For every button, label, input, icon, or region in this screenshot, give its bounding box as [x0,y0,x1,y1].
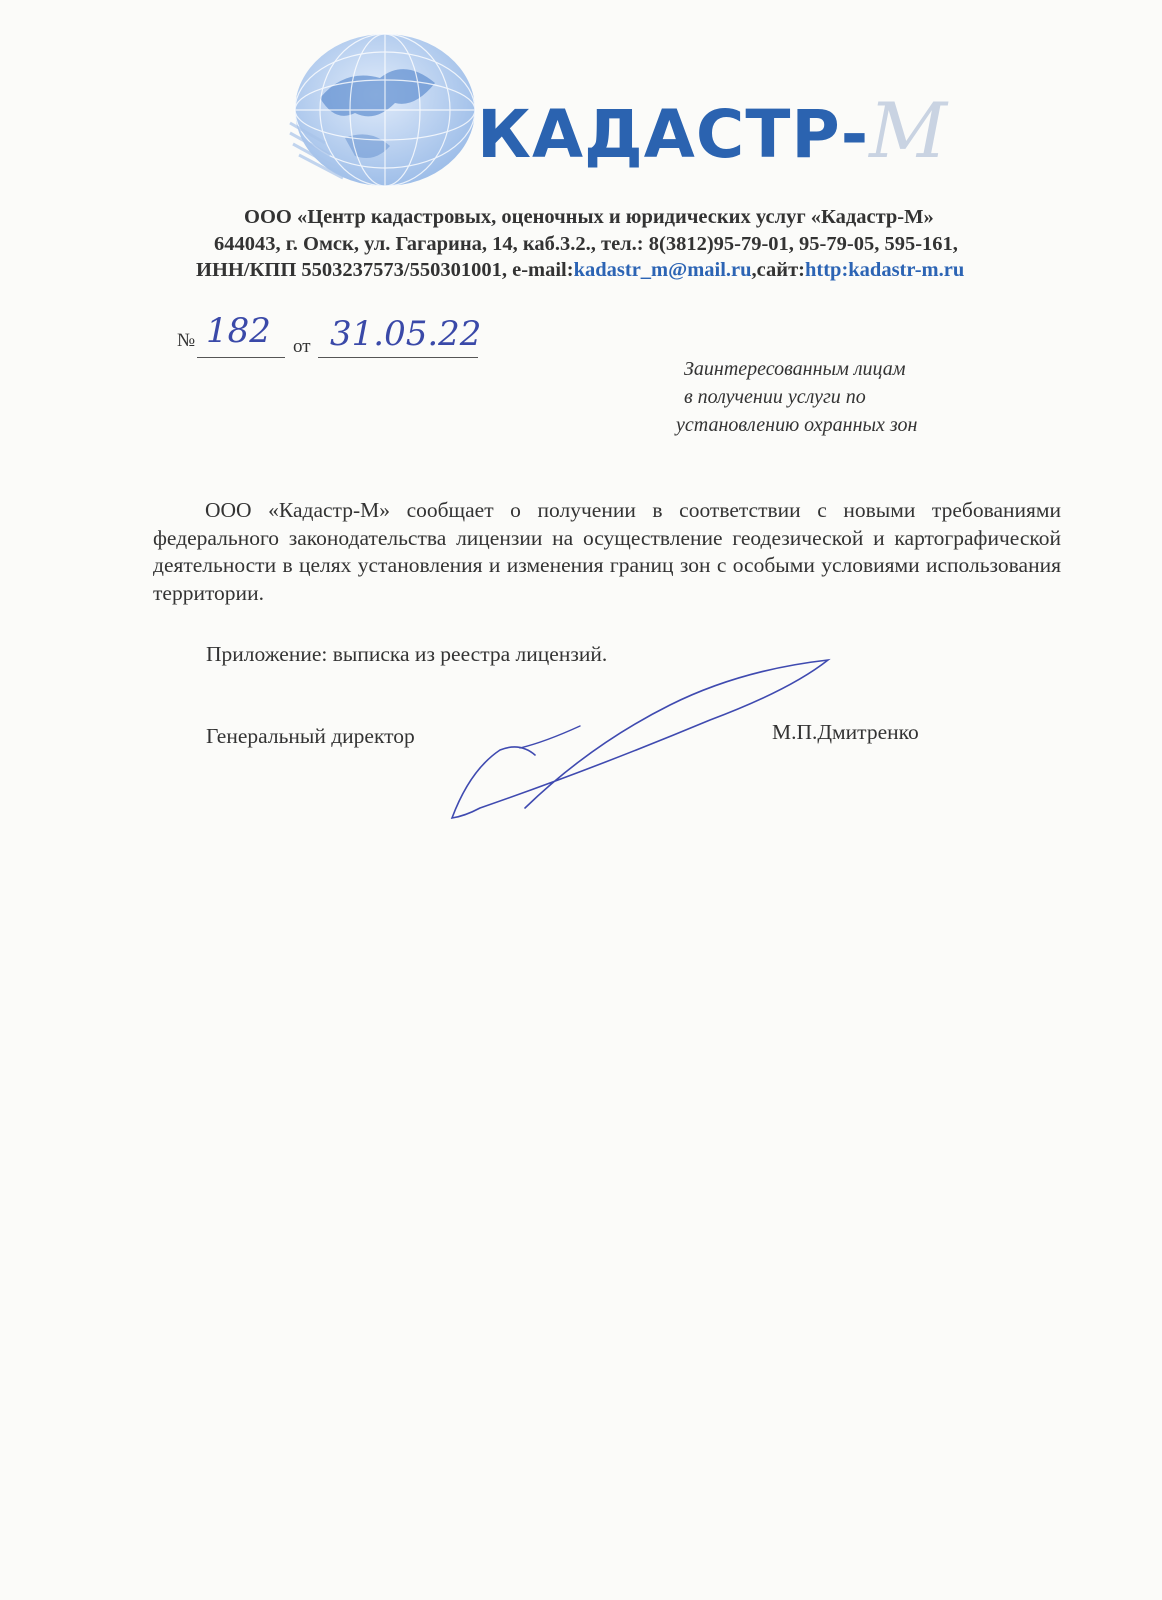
company-logo [285,28,965,198]
handwritten-date: 31.05.22 [330,314,482,354]
logo-wordmark: КАДАСТР-М [477,86,948,175]
signer-name: М.П.Дмитренко [772,720,919,744]
body-paragraph: ООО «Кадастр-М» сообщает о получении в соответствии с новыми требованиями федерального законодательства лицензии на осуществление геодезической и картографической деятельности в целях установления и изменения границ зон с особыми условиями использования территории. [153,498,1061,605]
company-name: ООО «Центр кадастровых, оценочных и юридических услуг «Кадастр-М» [244,206,934,228]
company-address: 644043, г. Омск, ул. Гагарина, 14, каб.3.2., тел.: 8(3812)95-79-01, 95-79-05, 595-161, [214,233,958,255]
addressee-line-2: в получении услуги по [684,386,866,408]
company-contacts: ИНН/КПП 5503237573/550301001, e-mail:kadastr_m@mail.ru,сайт:http:kadastr-m.ru [196,259,965,281]
number-label: № [177,330,196,351]
appendix-note: Приложение: выписка из реестра лицензий. [206,642,608,666]
globe-icon [285,28,485,198]
email-link[interactable]: kadastr_m@mail.ru [573,259,752,281]
signer-position: Генеральный директор [206,724,415,748]
website-link[interactable]: http:kadastr-m.ru [804,259,965,281]
handwritten-number: 182 [206,311,271,351]
addressee-line-3: установлению охранных зон [676,414,918,436]
date-underline [318,356,478,358]
number-underline [197,356,285,358]
addressee-line-1: Заинтересованным лицам [684,358,906,380]
date-label: от [293,336,311,357]
